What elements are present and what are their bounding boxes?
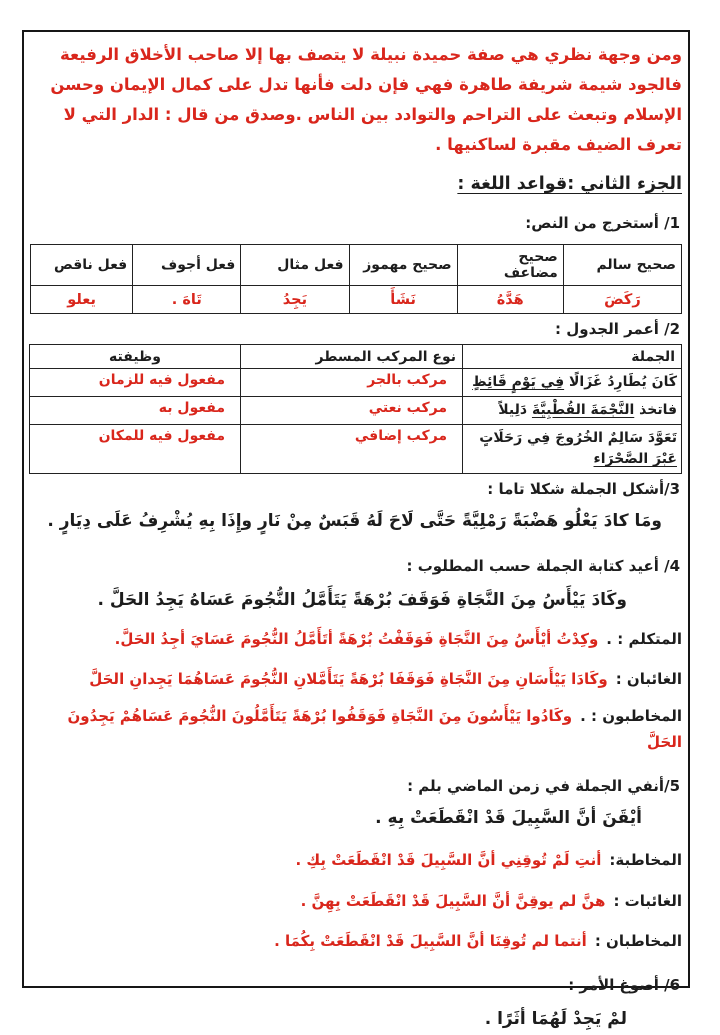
function-cell: مفعول فيه للمكان xyxy=(30,425,241,474)
question-5-sentence: أيْقَنَ أنَّ السَّبِيلَ قَدْ انْقَطَعَتْ بِهِ . xyxy=(375,808,642,829)
sentence-text: كَانَ يُطَارِدُ غَزَالًا xyxy=(564,374,677,390)
answer-cell: رَكَضَ xyxy=(563,286,681,314)
sentence-text: تَعَوَّدَ سَالِمٌ الخُرُوجَ فِي رَحَلَاتٍ xyxy=(479,430,677,446)
grammar-compounds-table xyxy=(29,344,682,474)
header-cell: فعل ناقص xyxy=(31,245,133,286)
answer-cell: تَاهَ . xyxy=(133,286,241,314)
answer-line-addressed-plural xyxy=(34,704,682,755)
answer-cell: يعلو xyxy=(31,286,133,314)
compound-type-cell: مركب إضافي xyxy=(241,425,463,474)
sentence-text: دَلِيلاً xyxy=(498,402,532,418)
answer-line-absent-females xyxy=(34,889,682,915)
answer-label: الغائبات : xyxy=(613,892,682,911)
table-row xyxy=(30,369,682,397)
answer-line-addressed-dual xyxy=(34,929,682,955)
compound-type-cell: مركب نعتي xyxy=(241,397,463,425)
question-5-label: 5/أنفي الجملة في زمن الماضي بلم : xyxy=(407,777,680,796)
question-3-label: 3/أشكل الجملة شكلا تاما : xyxy=(487,480,680,498)
header-cell: الجملة xyxy=(463,345,682,369)
section-heading: الجزء الثاني :قواعد اللغة : xyxy=(457,174,682,194)
verb-types-table xyxy=(30,244,682,314)
answer-text: أنتما لم تُوقِنَا أنَّ السَّبِيلَ قَدْ انْقَطَعَتْ بِكُمَا . xyxy=(274,931,587,950)
question-4-label: 4/ أعيد كتابة الجملة حسب المطلوب : xyxy=(406,556,680,575)
header-cell: صحيح مضاعف xyxy=(457,245,563,286)
answer-label: الغائبان : xyxy=(615,669,682,688)
underlined-compound: النَّجْمَةَ القُطْبِيَّةَ xyxy=(531,402,635,418)
answer-text: أنتِ لَمْ تُوقِنِي أنَّ السَّبِيلَ قَدْ انْقَطَعَتْ بِكِ . xyxy=(295,850,602,869)
header-cell: وظيفته xyxy=(30,345,241,369)
table-header-row xyxy=(30,345,682,369)
compound-type-cell: مركب بالجر xyxy=(241,369,463,397)
worksheet-page xyxy=(22,30,690,1030)
underlined-compound: فِي يَوْمٍ قَائِظٍ xyxy=(472,374,565,390)
sentence-cell xyxy=(463,397,682,425)
header-cell: نوع المركب المسطر xyxy=(241,345,463,369)
answer-cell: يَجِدُ xyxy=(241,286,349,314)
question-4-sentence: وكَادَ يَيْأَسُ مِنَ النَّجَاةِ فَوَقَفَ بُرْهَةً يَتَأَمَّلُ النُّجُومَ عَسَاهُ يَجِدُ الحَلَّ . xyxy=(97,589,627,610)
table-row xyxy=(30,397,682,425)
answer-text: هنَّ لم يوقِنَّ أنَّ السَّبِيلَ قَدْ انْقَطَعَتْ بِهِنَّ . xyxy=(300,892,606,911)
sentence-cell xyxy=(463,425,682,474)
answer-label: المخاطبان : xyxy=(594,931,682,950)
function-cell: مفعول فيه للزمان xyxy=(30,369,241,397)
answer-text: وكَادَا يَيْأَسَانِ مِنَ النَّجَاةِ فَوَقَفَا بُرْهَةً يَتَأَمَّلانِ النُّجُومَ عَسَاهُمَا يَجِدانِ الحَلَّ xyxy=(89,669,608,688)
function-cell: مفعول به xyxy=(30,397,241,425)
question-6-label: 6/ أصوغ الأمر : xyxy=(568,976,680,995)
sentence-cell xyxy=(463,369,682,397)
table-header-row xyxy=(31,245,682,286)
answer-line-speaker xyxy=(34,627,682,653)
table-row xyxy=(30,425,682,474)
sentence-text: فاتخذ xyxy=(634,402,677,418)
header-cell: فعل أجوف xyxy=(133,245,241,286)
answer-line-dual-absent xyxy=(34,667,682,693)
answer-text: وكَادُوا يَيْأَسُونَ مِنَ النَّجَاةِ فَوَقَفُوا بُرْهَةً يَتَأَمَّلُونَ النُّجُومَ عَسَاهُمْ يَجِدُونَ الحَلَّ xyxy=(67,707,682,751)
header-cell: صحيح سالم xyxy=(563,245,681,286)
answer-label: المخاطبون : . xyxy=(580,707,682,726)
intro-paragraph: ومن وجهة نظري هي صفة حميدة نبيلة لا يتصف بها إلا صاحب الأخلاق الرفيعة فالجود شيمة شريفة طاهرة فهي فإن دلت فأنها تدل على كمال الإيمان وحسن الإسلام وتبعث على التراحم والتوادد بين الناس .وصدق من قال : الدار التي لا تعرف الضيف مقبرة لساكنيها . xyxy=(50,45,682,154)
answer-label: المتكلم : . xyxy=(606,630,682,649)
table-answer-row xyxy=(31,286,682,314)
question-2-label: 2/ أعمر الجدول : xyxy=(555,320,680,338)
question-6-sentence: لمْ يَجِدْ لَهُمَا أثَرًا . xyxy=(484,1009,627,1030)
answer-cell: هَدَّهُ xyxy=(457,286,563,314)
header-cell: صحيح مهموز xyxy=(349,245,457,286)
question-1-label: 1/ أستخرج من النص: xyxy=(525,214,680,232)
header-cell: فعل مثال xyxy=(241,245,349,286)
underlined-compound: عَبْرَ الصَّحْرَاء xyxy=(593,451,677,467)
answer-line-addressed-female xyxy=(34,848,682,874)
answer-label: المخاطبة: xyxy=(609,850,682,869)
answer-text: وكِدْتُ أيْأَسُ مِنَ النَّجَاةِ فَوَقَفْتُ بُرْهَةً أتَأَمَّلُ النُّجُومَ عَسَايَ أجِدُ الحَلَّ. xyxy=(114,630,599,649)
question-3-sentence: ومَا كادَ يَعْلُو هَضْبَةً رَمْلِيَّةً حَتَّى لَاحَ لَهُ قَبَسٌ مِنْ نَارٍ وإِذَا بِهِ يُشْرِفُ عَلَى دِيَارٍ . xyxy=(47,511,662,531)
answer-cell: نَشَأَ xyxy=(349,286,457,314)
